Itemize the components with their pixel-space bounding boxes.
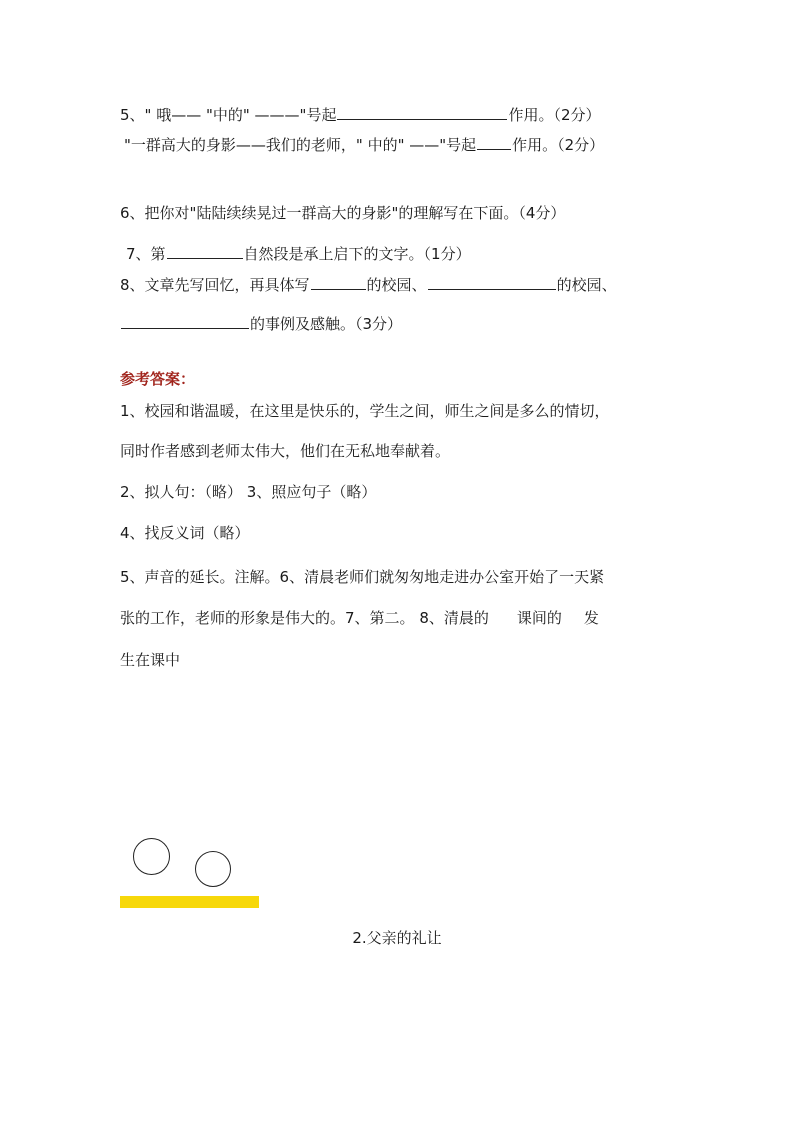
answer-5-line-1: 5、声音的延长。注解。6、清晨老师们就匆匆地走进办公室开始了一天紧 xyxy=(120,568,605,586)
answer-blank[interactable] xyxy=(428,274,556,290)
answer-4: 4、找反义词（略） xyxy=(120,524,250,542)
answer-5-line-2-b: 课间的 xyxy=(516,609,562,627)
question-5-line-1 xyxy=(120,104,601,125)
question-8b-suffix: 的事例及感触。（3分） xyxy=(250,315,403,333)
decorative-circle-small xyxy=(195,851,231,887)
question-7-prefix: 7、第 xyxy=(126,245,166,263)
answer-5-line-3: 生在课中 xyxy=(120,651,181,669)
question-8-mid: 的校园、 xyxy=(366,276,427,294)
question-7-suffix: 自然段是承上启下的文字。（1分） xyxy=(243,245,471,263)
answer-5-line-2-text: 张的工作，老师的形象是伟大的。7、第二。 8、清晨的 xyxy=(120,609,489,627)
question-7 xyxy=(126,243,471,264)
answers-heading: 参考答案： xyxy=(120,370,196,388)
question-5b-prefix: "一群高大的身影——我们的老师，" 中的" ——"号起 xyxy=(124,136,477,154)
question-5-suffix: 作用。（2分） xyxy=(508,106,601,124)
answer-1-line-1: 1、校园和谐温暖，在这里是快乐的，学生之间，师生之间是多么的情切， xyxy=(120,402,610,420)
question-8-suffix: 的校园、 xyxy=(556,276,617,294)
answer-blank[interactable] xyxy=(337,104,507,120)
question-5-line-2 xyxy=(124,134,604,155)
answer-blank[interactable] xyxy=(477,134,511,150)
answer-1-line-2: 同时作者感到老师太伟大，他们在无私地奉献着。 xyxy=(120,442,451,460)
answer-blank[interactable] xyxy=(311,274,366,290)
question-5-prefix: 5、" 哦—— "中的" ———"号起 xyxy=(120,106,337,124)
question-8-line-2 xyxy=(120,313,402,334)
decorative-circle-large xyxy=(133,838,170,875)
answer-blank[interactable] xyxy=(121,313,249,329)
question-6: 6、把你对"陆陆续续晃过一群高大的身影"的理解写在下面。（4分） xyxy=(120,204,566,222)
answer-2-3: 2、拟人句：（略） 3、照应句子（略） xyxy=(120,483,377,501)
answer-5-line-2-c: 发 xyxy=(583,609,599,627)
yellow-bar xyxy=(120,896,259,908)
section-caption: 2.父亲的礼让 xyxy=(352,929,442,947)
question-5b-suffix: 作用。（2分） xyxy=(512,136,605,154)
answer-5-line-2 xyxy=(120,608,599,628)
question-8-prefix: 8、文章先写回忆，再具体写 xyxy=(120,276,310,294)
question-8-line-1 xyxy=(120,274,617,295)
answer-blank[interactable] xyxy=(167,243,243,259)
